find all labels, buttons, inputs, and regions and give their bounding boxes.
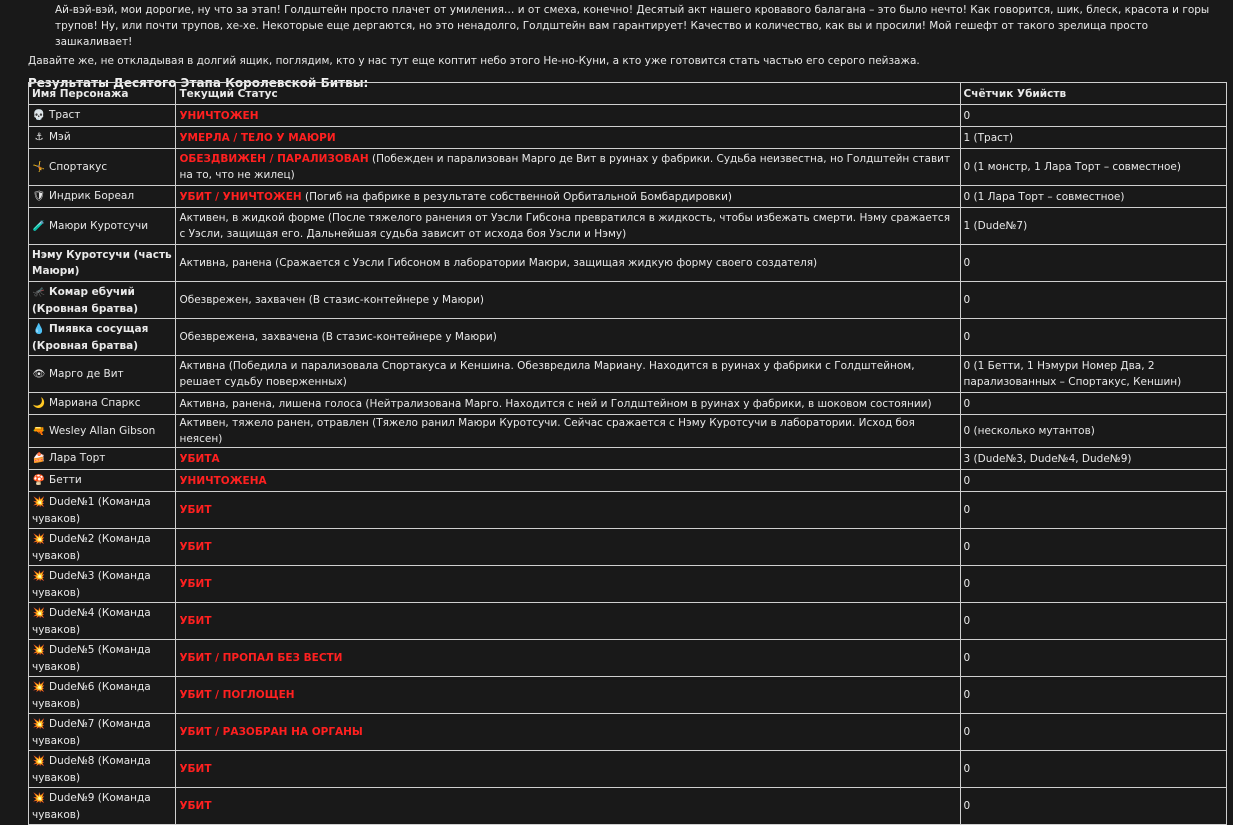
eye-icon: 👁	[32, 368, 46, 380]
table-header-row	[29, 83, 1227, 105]
status-text: Активна, ранена, лишена голоса (Нейтрализована Марго. Находится с ней и Голдштейном в руинах у фабрики, в шоковом состоянии)	[179, 397, 932, 410]
status-critical-label: УМЕРЛА / ТЕЛО У МАЮРИ	[179, 131, 336, 144]
kill-count-cell: 3 (Dude№3, Dude№4, Dude№9)	[960, 448, 1226, 470]
status-critical-label: УБИТ	[179, 763, 212, 775]
droplet-icon: 💧	[32, 323, 46, 335]
mosquito-icon: 🦟	[32, 286, 46, 298]
explosion-icon: 💥	[32, 792, 46, 804]
kill-count-cell: 1 (Dude№7)	[960, 208, 1226, 245]
status-cell	[176, 492, 960, 529]
character-name-cell	[29, 714, 176, 751]
status-cell	[176, 127, 960, 149]
status-cell	[176, 105, 960, 127]
status-cell	[176, 788, 960, 825]
character-name: Пиявка сосущая (Кровная братва)	[32, 322, 149, 352]
table-row	[29, 356, 1227, 393]
status-cell	[176, 714, 960, 751]
character-name: Комар ебучий (Кровная братва)	[32, 285, 139, 315]
character-name: Dude№7 (Команда чуваков)	[32, 717, 151, 747]
explosion-icon: 💥	[32, 607, 46, 619]
lead-paragraph: Давайте же, не откладывая в долгий ящик, поглядим, кто у нас тут еще коптит небо этого Не-но-Куни, а кто уже готовится стать частью его серого пейзажа.	[28, 55, 920, 67]
character-name-cell	[29, 356, 176, 393]
intro-paragraph: Ай-вэй-вэй, мои дорогие, ну что за этап! Голдштейн просто плачет от умиления… и от смеха, конечно! Десятый акт нашего кровавого балагана – это было нечто! Как говорится, шик, блеск, красота и горы трупов! Ну, или почти трупов, хе-хе. Некоторые еще дергаются, но это ненадолго, Голдштейн вам гарантирует! Качество и количество, как вы и просили! Мой гешефт от такого зрелища просто зашкаливает!	[55, 4, 1210, 48]
kill-count-cell: 0	[960, 393, 1226, 415]
gun-icon: 🔫	[32, 425, 46, 437]
kill-count-cell: 0	[960, 105, 1226, 127]
kill-count-cell: 0 (1 Бетти, 1 Нэмури Номер Два, 2 парализованных – Спортакус, Кеншин)	[960, 356, 1226, 393]
character-name-cell	[29, 149, 176, 186]
kill-count-cell: 0 (1 Лара Торт – совместное)	[960, 186, 1226, 208]
kill-count-cell: 0	[960, 566, 1226, 603]
status-cell	[176, 448, 960, 470]
status-text: Обезврежена, захвачена (В стазис-контейнере у Маюри)	[179, 331, 497, 343]
status-text: Обезврежен, захвачен (В стазис-контейнере у Маюри)	[179, 294, 484, 306]
table-row	[29, 529, 1227, 566]
table-row	[29, 282, 1227, 319]
character-name-cell	[29, 566, 176, 603]
status-cell	[176, 751, 960, 788]
character-name: Индрик Бореал	[49, 190, 135, 202]
status-cell	[176, 415, 960, 448]
status-critical-label: УБИТ / ПОГЛОЩЕН	[179, 689, 295, 701]
character-name-cell	[29, 751, 176, 788]
status-cell	[176, 677, 960, 714]
character-name: Мариана Спаркс	[49, 397, 141, 409]
table-row	[29, 492, 1227, 529]
status-critical-label: УБИТА	[179, 452, 220, 465]
status-critical-label: УБИТ	[179, 541, 212, 553]
mushroom-icon: 🍄	[32, 475, 46, 486]
character-name: Лара Торт	[49, 452, 106, 464]
character-name: Dude№1 (Команда чуваков)	[32, 495, 151, 525]
table-row	[29, 788, 1227, 825]
explosion-icon: 💥	[32, 496, 46, 508]
character-name: Бетти	[49, 474, 82, 486]
status-critical-label: УБИТ	[179, 504, 212, 516]
status-cell	[176, 529, 960, 566]
kill-count-cell: 1 (Траст)	[960, 127, 1226, 149]
character-name: Dude№9 (Команда чуваков)	[32, 791, 151, 821]
table-row	[29, 149, 1227, 186]
test-tube-icon: 🧪	[32, 220, 46, 232]
status-cell	[176, 186, 960, 208]
explosion-icon: 💥	[32, 533, 46, 545]
status-text: Активен, тяжело ранен, отравлен (Тяжело ранил Маюри Куротсучи. Сейчас сражается с Нэму Куротсучи в лаборатории. Исход боя неясен)	[179, 417, 915, 445]
character-name: Нэму Куротсучи (часть Маюри)	[32, 249, 172, 277]
table-row	[29, 208, 1227, 245]
table-row	[29, 127, 1227, 149]
header-kill-count: Счётчик Убийств	[960, 83, 1226, 105]
status-cell	[176, 282, 960, 319]
header-character-name: Имя Персонажа	[29, 83, 176, 105]
character-name: Dude№3 (Команда чуваков)	[32, 569, 151, 599]
status-cell	[176, 640, 960, 677]
status-text: (Побежден и парализован Марго де Вит в руинах у фабрики. Судьба неизвестна, но Голдштейн ставит на то, что не жилец)	[179, 153, 951, 181]
character-name-cell	[29, 677, 176, 714]
header-current-status: Текущий Статус	[176, 83, 960, 105]
character-name-cell	[29, 127, 176, 149]
character-name: Мэй	[49, 131, 71, 143]
character-name-cell	[29, 282, 176, 319]
status-critical-label: УБИТ	[179, 615, 212, 627]
kill-count-cell: 0	[960, 677, 1226, 714]
status-text: (Погиб на фабрике в результате собственной Орбитальной Бомбардировки)	[301, 190, 732, 203]
status-cell	[176, 603, 960, 640]
table-row	[29, 186, 1227, 208]
table-row	[29, 603, 1227, 640]
kill-count-cell: 0	[960, 245, 1226, 282]
kill-count-cell: 0	[960, 470, 1226, 492]
character-name-cell	[29, 529, 176, 566]
status-critical-label: ОБЕЗДВИЖЕН / ПАРАЛИЗОВАН	[179, 153, 369, 165]
status-critical-label: УБИТ	[179, 578, 212, 590]
character-name: Спортакус	[49, 160, 108, 173]
status-critical-label: УБИТ	[179, 800, 212, 812]
table-row	[29, 245, 1227, 282]
character-name-cell	[29, 415, 176, 448]
kill-count-cell: 0	[960, 788, 1226, 825]
explosion-icon: 💥	[32, 755, 46, 767]
kill-count-cell: 0 (несколько мутантов)	[960, 415, 1226, 448]
status-critical-label: УБИТ / ПРОПАЛ БЕЗ ВЕСТИ	[179, 652, 343, 664]
character-name-cell	[29, 492, 176, 529]
character-name-cell	[29, 319, 176, 356]
character-name: Dude№6 (Команда чуваков)	[32, 680, 151, 710]
status-cell	[176, 319, 960, 356]
character-name-cell	[29, 470, 176, 492]
character-name-cell	[29, 448, 176, 470]
character-name-cell	[29, 788, 176, 825]
moon-icon: 🌙	[32, 398, 46, 409]
character-name-cell	[29, 186, 176, 208]
character-name-cell	[29, 640, 176, 677]
status-cell	[176, 149, 960, 186]
kill-count-cell: 0 (1 монстр, 1 Лара Торт – совместное)	[960, 149, 1226, 186]
character-name: Dude№4 (Команда чуваков)	[32, 606, 151, 636]
kill-count-cell: 0	[960, 282, 1226, 319]
status-critical-label: УНИЧТОЖЕН	[179, 109, 259, 122]
table-row	[29, 714, 1227, 751]
status-critical-label: УБИТ / УНИЧТОЖЕН	[179, 190, 302, 203]
explosion-icon: 💥	[32, 570, 46, 582]
acrobat-icon: 🤸	[32, 161, 46, 173]
table-row	[29, 751, 1227, 788]
character-name: Марго де Вит	[49, 367, 124, 380]
character-name: Dude№2 (Команда чуваков)	[32, 532, 151, 562]
results-table	[28, 82, 1227, 825]
anchor-icon: ⚓	[34, 132, 44, 143]
table-row	[29, 393, 1227, 415]
character-name-cell	[29, 105, 176, 127]
character-name: Wesley Allan Gibson	[49, 424, 156, 437]
table-row	[29, 566, 1227, 603]
explosion-icon: 💥	[32, 681, 46, 693]
kill-count-cell: 0	[960, 319, 1226, 356]
table-row	[29, 415, 1227, 448]
character-name-cell	[29, 603, 176, 640]
status-cell	[176, 245, 960, 282]
kill-count-cell: 0	[960, 751, 1226, 788]
character-name-cell	[29, 393, 176, 415]
table-row	[29, 640, 1227, 677]
status-text: Активен, в жидкой форме (После тяжелого ранения от Уэсли Гибсона превратился в жидкость, чтобы избежать смерти. Нэму сражается с Уэсли, защищая его. Дальнейшая судьба зависит от исхода боя Уэсли и Нэму)	[179, 212, 951, 240]
cake-icon: 🍰	[32, 453, 46, 464]
kill-count-cell: 0	[960, 529, 1226, 566]
character-name: Траст	[49, 109, 81, 121]
table-row	[29, 319, 1227, 356]
kill-count-cell: 0	[960, 603, 1226, 640]
table-row	[29, 105, 1227, 127]
character-name-cell	[29, 208, 176, 245]
status-text: Активна (Победила и парализовала Спортакуса и Кеншина. Обезвредила Мариану. Находится в руинах у фабрики с Голдштейном, решает судьбу поверженных)	[179, 360, 915, 388]
status-critical-label: УБИТ / РАЗОБРАН НА ОРГАНЫ	[179, 726, 363, 738]
shield-icon: 🛡	[32, 191, 46, 202]
table-row	[29, 677, 1227, 714]
character-name: Dude№5 (Команда чуваков)	[32, 643, 151, 673]
character-name: Маюри Куротсучи	[49, 219, 149, 232]
skull-icon: 💀	[32, 110, 46, 121]
status-text: Активна, ранена (Сражается с Уэсли Гибсоном в лаборатории Маюри, защищая жидкую форму своего создателя)	[179, 257, 818, 269]
status-cell	[176, 566, 960, 603]
kill-count-cell: 0	[960, 640, 1226, 677]
explosion-icon: 💥	[32, 644, 46, 656]
character-name: Dude№8 (Команда чуваков)	[32, 754, 151, 784]
table-row	[29, 448, 1227, 470]
character-name-cell	[29, 245, 176, 282]
status-cell	[176, 208, 960, 245]
results-heading: Результаты Десятого Этапа Королевской Битвы:	[28, 76, 369, 90]
status-cell	[176, 470, 960, 492]
explosion-icon: 💥	[32, 718, 46, 730]
kill-count-cell: 0	[960, 714, 1226, 751]
status-cell	[176, 356, 960, 393]
kill-count-cell: 0	[960, 492, 1226, 529]
status-critical-label: УНИЧТОЖЕНА	[179, 474, 267, 487]
status-cell	[176, 393, 960, 415]
table-row	[29, 470, 1227, 492]
